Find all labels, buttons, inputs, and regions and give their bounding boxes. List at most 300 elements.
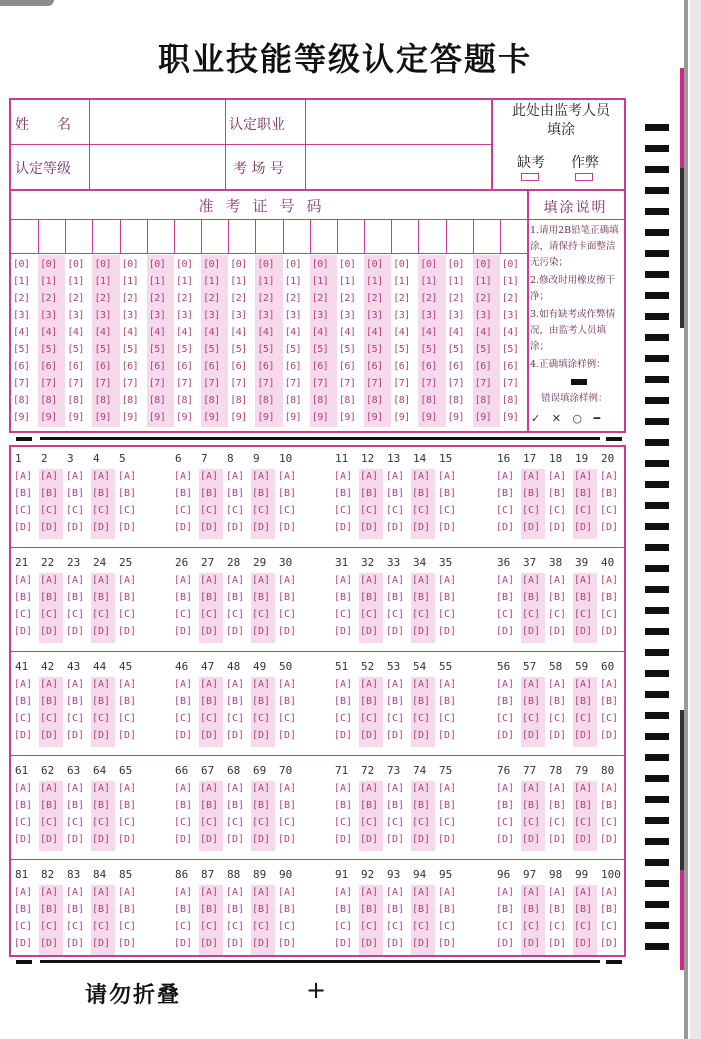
answer-option-bubble[interactable]: [D]: [574, 938, 593, 949]
answer-option-bubble[interactable]: [B]: [14, 592, 33, 603]
id-digit-bubble[interactable]: [2]: [474, 293, 492, 304]
answer-option-bubble[interactable]: [B]: [360, 800, 379, 811]
answer-option-bubble[interactable]: [C]: [438, 817, 457, 828]
answer-option-bubble[interactable]: [C]: [574, 713, 593, 724]
answer-option-bubble[interactable]: [C]: [66, 609, 85, 620]
answer-option-bubble[interactable]: [B]: [360, 696, 379, 707]
id-digit-bubble[interactable]: [6]: [94, 361, 112, 372]
id-digit-bubble[interactable]: [4]: [474, 327, 492, 338]
answer-option-bubble[interactable]: [B]: [118, 800, 137, 811]
answer-option-bubble[interactable]: [A]: [226, 575, 245, 586]
answer-option-bubble[interactable]: [D]: [14, 730, 33, 741]
answer-option-bubble[interactable]: [C]: [360, 713, 379, 724]
answer-option-bubble[interactable]: [C]: [522, 713, 541, 724]
id-digit-bubble[interactable]: [2]: [420, 293, 437, 304]
answer-option-bubble[interactable]: [C]: [548, 713, 567, 724]
id-digit-bubble[interactable]: [4]: [447, 327, 465, 338]
answer-option-bubble[interactable]: [D]: [360, 834, 379, 845]
answer-option-bubble[interactable]: [C]: [226, 921, 245, 932]
answer-option-bubble[interactable]: [D]: [252, 730, 271, 741]
id-digit-bubble[interactable]: [3]: [121, 310, 139, 321]
id-digit-bubble[interactable]: [2]: [311, 293, 329, 304]
answer-option-bubble[interactable]: [B]: [66, 696, 85, 707]
answer-option-bubble[interactable]: [D]: [496, 730, 515, 741]
answer-option-bubble[interactable]: [D]: [278, 522, 297, 533]
answer-option-bubble[interactable]: [C]: [252, 921, 271, 932]
answer-option-bubble[interactable]: [A]: [360, 679, 379, 690]
answer-option-bubble[interactable]: [A]: [522, 679, 541, 690]
answer-option-bubble[interactable]: [B]: [522, 592, 541, 603]
answer-option-bubble[interactable]: [B]: [522, 904, 541, 915]
answer-option-bubble[interactable]: [C]: [14, 609, 33, 620]
id-digit-bubble[interactable]: [8]: [40, 395, 57, 406]
answer-option-bubble[interactable]: [A]: [438, 679, 457, 690]
answer-option-bubble[interactable]: [C]: [496, 713, 515, 724]
answer-option-bubble[interactable]: [C]: [40, 505, 59, 516]
answer-option-bubble[interactable]: [A]: [548, 679, 567, 690]
answer-option-bubble[interactable]: [B]: [200, 800, 219, 811]
answer-option-bubble[interactable]: [B]: [386, 592, 405, 603]
answer-option-bubble[interactable]: [A]: [174, 887, 193, 898]
id-digit-bubble[interactable]: [3]: [420, 310, 437, 321]
answer-option-bubble[interactable]: [C]: [360, 921, 379, 932]
answer-option-bubble[interactable]: [A]: [574, 471, 593, 482]
id-digit-bubble[interactable]: [0]: [40, 259, 57, 270]
answer-option-bubble[interactable]: [D]: [252, 522, 271, 533]
answer-option-bubble[interactable]: [C]: [522, 921, 541, 932]
id-digit-bubble[interactable]: [3]: [67, 310, 84, 321]
answer-option-bubble[interactable]: [A]: [226, 887, 245, 898]
answer-option-bubble[interactable]: [D]: [386, 626, 405, 637]
answer-option-bubble[interactable]: [D]: [548, 522, 567, 533]
answer-option-bubble[interactable]: [A]: [40, 679, 59, 690]
answer-option-bubble[interactable]: [A]: [360, 887, 379, 898]
answer-option-bubble[interactable]: [B]: [200, 592, 219, 603]
answer-option-bubble[interactable]: [D]: [412, 626, 431, 637]
answer-option-bubble[interactable]: [B]: [174, 800, 193, 811]
id-digit-bubble[interactable]: [5]: [447, 344, 465, 355]
answer-option-bubble[interactable]: [C]: [226, 505, 245, 516]
answer-option-bubble[interactable]: [B]: [438, 800, 457, 811]
answer-option-bubble[interactable]: [D]: [438, 730, 457, 741]
id-digit-bubble[interactable]: [1]: [175, 276, 193, 287]
answer-option-bubble[interactable]: [B]: [548, 488, 567, 499]
answer-option-bubble[interactable]: [C]: [548, 921, 567, 932]
answer-option-bubble[interactable]: [D]: [522, 730, 541, 741]
id-digit-bubble[interactable]: [5]: [420, 344, 437, 355]
answer-option-bubble[interactable]: [A]: [334, 887, 353, 898]
answer-option-bubble[interactable]: [C]: [522, 609, 541, 620]
answer-option-bubble[interactable]: [B]: [386, 696, 405, 707]
id-digit-bubble[interactable]: [1]: [420, 276, 437, 287]
answer-option-bubble[interactable]: [D]: [92, 522, 111, 533]
id-digit-bubble[interactable]: [5]: [501, 344, 519, 355]
answer-option-bubble[interactable]: [D]: [386, 938, 405, 949]
answer-option-bubble[interactable]: [C]: [174, 505, 193, 516]
id-digit-bubble[interactable]: [9]: [393, 412, 410, 423]
answer-option-bubble[interactable]: [D]: [334, 834, 353, 845]
answer-option-bubble[interactable]: [B]: [496, 696, 515, 707]
id-digit-bubble[interactable]: [8]: [366, 395, 383, 406]
id-digit-bubble[interactable]: [4]: [121, 327, 139, 338]
id-digit-bubble[interactable]: [6]: [67, 361, 84, 372]
id-digit-bubble[interactable]: [2]: [121, 293, 139, 304]
id-digit-bubble[interactable]: [4]: [257, 327, 274, 338]
answer-option-bubble[interactable]: [C]: [278, 713, 297, 724]
answer-option-bubble[interactable]: [A]: [496, 471, 515, 482]
answer-option-bubble[interactable]: [B]: [92, 904, 111, 915]
answer-option-bubble[interactable]: [B]: [412, 904, 431, 915]
answer-option-bubble[interactable]: [D]: [496, 626, 515, 637]
id-digit-bubble[interactable]: [9]: [13, 412, 30, 423]
id-digit-bubble[interactable]: [7]: [148, 378, 166, 389]
id-digit-bubble[interactable]: [8]: [284, 395, 302, 406]
answer-option-bubble[interactable]: [C]: [200, 921, 219, 932]
answer-option-bubble[interactable]: [A]: [278, 679, 297, 690]
id-digit-bubble[interactable]: [7]: [121, 378, 139, 389]
answer-option-bubble[interactable]: [B]: [548, 800, 567, 811]
answer-option-bubble[interactable]: [B]: [40, 592, 59, 603]
answer-option-bubble[interactable]: [A]: [496, 887, 515, 898]
answer-option-bubble[interactable]: [A]: [360, 575, 379, 586]
id-digit-bubble[interactable]: [8]: [257, 395, 274, 406]
answer-option-bubble[interactable]: [B]: [174, 696, 193, 707]
answer-option-bubble[interactable]: [C]: [40, 817, 59, 828]
id-digit-bubble[interactable]: [5]: [13, 344, 30, 355]
answer-option-bubble[interactable]: [C]: [412, 505, 431, 516]
answer-option-bubble[interactable]: [D]: [574, 730, 593, 741]
id-digit-bubble[interactable]: [1]: [338, 276, 356, 287]
answer-option-bubble[interactable]: [C]: [66, 713, 85, 724]
answer-option-bubble[interactable]: [B]: [200, 488, 219, 499]
answer-option-bubble[interactable]: [C]: [386, 817, 405, 828]
id-digit-bubble[interactable]: [0]: [67, 259, 84, 270]
answer-option-bubble[interactable]: [A]: [386, 575, 405, 586]
id-digit-bubble[interactable]: [5]: [40, 344, 57, 355]
answer-option-bubble[interactable]: [B]: [92, 592, 111, 603]
absent-bubble[interactable]: [521, 173, 539, 181]
answer-option-bubble[interactable]: [A]: [200, 471, 219, 482]
answer-option-bubble[interactable]: [C]: [360, 505, 379, 516]
id-digit-bubble[interactable]: [2]: [94, 293, 112, 304]
answer-option-bubble[interactable]: [A]: [118, 887, 137, 898]
id-digit-bubble[interactable]: [0]: [13, 259, 30, 270]
answer-option-bubble[interactable]: [B]: [386, 488, 405, 499]
id-digit-bubble[interactable]: [0]: [121, 259, 139, 270]
id-digit-bubble[interactable]: [8]: [447, 395, 465, 406]
answer-option-bubble[interactable]: [C]: [174, 921, 193, 932]
id-digit-bubble[interactable]: [5]: [121, 344, 139, 355]
answer-option-bubble[interactable]: [B]: [574, 696, 593, 707]
answer-option-bubble[interactable]: [B]: [386, 800, 405, 811]
answer-option-bubble[interactable]: [B]: [252, 696, 271, 707]
answer-option-bubble[interactable]: [B]: [496, 800, 515, 811]
answer-option-bubble[interactable]: [A]: [278, 575, 297, 586]
answer-option-bubble[interactable]: [A]: [548, 783, 567, 794]
answer-option-bubble[interactable]: [B]: [278, 592, 297, 603]
id-digit-bubble[interactable]: [7]: [501, 378, 519, 389]
answer-option-bubble[interactable]: [A]: [40, 575, 59, 586]
id-digit-bubble[interactable]: [6]: [121, 361, 139, 372]
answer-option-bubble[interactable]: [A]: [92, 679, 111, 690]
id-digit-bubble[interactable]: [2]: [203, 293, 220, 304]
answer-option-bubble[interactable]: [D]: [386, 730, 405, 741]
answer-option-bubble[interactable]: [D]: [574, 834, 593, 845]
answer-option-bubble[interactable]: [C]: [66, 921, 85, 932]
id-digit-bubble[interactable]: [1]: [501, 276, 519, 287]
answer-option-bubble[interactable]: [D]: [386, 522, 405, 533]
id-digit-bubble[interactable]: [9]: [447, 412, 465, 423]
id-digit-bubble[interactable]: [5]: [175, 344, 193, 355]
id-digit-bubble[interactable]: [1]: [67, 276, 84, 287]
answer-option-bubble[interactable]: [D]: [548, 834, 567, 845]
id-digit-bubble[interactable]: [9]: [420, 412, 437, 423]
answer-option-bubble[interactable]: [B]: [496, 488, 515, 499]
answer-option-bubble[interactable]: [D]: [92, 938, 111, 949]
id-digit-bubble[interactable]: [7]: [284, 378, 302, 389]
answer-option-bubble[interactable]: [C]: [600, 609, 619, 620]
answer-option-bubble[interactable]: [D]: [334, 626, 353, 637]
answer-option-bubble[interactable]: [C]: [92, 817, 111, 828]
id-digit-bubble[interactable]: [7]: [474, 378, 492, 389]
answer-option-bubble[interactable]: [D]: [574, 626, 593, 637]
answer-option-bubble[interactable]: [A]: [118, 575, 137, 586]
answer-option-bubble[interactable]: [C]: [438, 609, 457, 620]
answer-option-bubble[interactable]: [A]: [200, 679, 219, 690]
answer-option-bubble[interactable]: [D]: [252, 626, 271, 637]
id-digit-bubble[interactable]: [3]: [175, 310, 193, 321]
answer-option-bubble[interactable]: [C]: [548, 817, 567, 828]
id-digit-bubble[interactable]: [2]: [447, 293, 465, 304]
answer-option-bubble[interactable]: [B]: [600, 904, 619, 915]
answer-option-bubble[interactable]: [D]: [200, 626, 219, 637]
id-digit-bubble[interactable]: [0]: [284, 259, 302, 270]
answer-option-bubble[interactable]: [A]: [548, 887, 567, 898]
id-digit-bubble[interactable]: [7]: [67, 378, 84, 389]
answer-option-bubble[interactable]: [A]: [14, 783, 33, 794]
id-digit-bubble[interactable]: [6]: [501, 361, 519, 372]
answer-option-bubble[interactable]: [A]: [600, 471, 619, 482]
answer-option-bubble[interactable]: [C]: [14, 817, 33, 828]
answer-option-bubble[interactable]: [B]: [66, 488, 85, 499]
id-digit-bubble[interactable]: [5]: [393, 344, 410, 355]
answer-option-bubble[interactable]: [A]: [14, 679, 33, 690]
answer-option-bubble[interactable]: [B]: [174, 904, 193, 915]
id-digit-bubble[interactable]: [3]: [40, 310, 57, 321]
answer-option-bubble[interactable]: [B]: [334, 592, 353, 603]
answer-option-bubble[interactable]: [A]: [226, 471, 245, 482]
answer-option-bubble[interactable]: [B]: [40, 696, 59, 707]
id-digit-bubble[interactable]: [4]: [393, 327, 410, 338]
answer-option-bubble[interactable]: [B]: [600, 696, 619, 707]
id-digit-bubble[interactable]: [1]: [393, 276, 410, 287]
answer-option-bubble[interactable]: [B]: [226, 904, 245, 915]
answer-option-bubble[interactable]: [C]: [574, 505, 593, 516]
id-digit-bubble[interactable]: [4]: [67, 327, 84, 338]
id-digit-bubble[interactable]: [3]: [284, 310, 302, 321]
answer-option-bubble[interactable]: [A]: [574, 887, 593, 898]
answer-option-bubble[interactable]: [B]: [600, 488, 619, 499]
id-digit-bubble[interactable]: [4]: [311, 327, 329, 338]
id-digit-bubble[interactable]: [6]: [420, 361, 437, 372]
answer-option-bubble[interactable]: [D]: [92, 730, 111, 741]
answer-option-bubble[interactable]: [D]: [438, 834, 457, 845]
id-digit-bubble[interactable]: [0]: [148, 259, 166, 270]
id-digit-bubble[interactable]: [0]: [175, 259, 193, 270]
answer-option-bubble[interactable]: [A]: [438, 887, 457, 898]
id-digit-bubble[interactable]: [2]: [257, 293, 274, 304]
id-digit-bubble[interactable]: [2]: [393, 293, 410, 304]
id-digit-bubble[interactable]: [2]: [13, 293, 30, 304]
answer-option-bubble[interactable]: [D]: [412, 938, 431, 949]
answer-option-bubble[interactable]: [A]: [92, 887, 111, 898]
answer-option-bubble[interactable]: [B]: [278, 904, 297, 915]
id-digit-bubble[interactable]: [6]: [284, 361, 302, 372]
id-digit-bubble[interactable]: [5]: [148, 344, 166, 355]
id-digit-bubble[interactable]: [9]: [257, 412, 274, 423]
id-digit-bubble[interactable]: [8]: [67, 395, 84, 406]
id-digit-bubble[interactable]: [2]: [230, 293, 247, 304]
answer-option-bubble[interactable]: [A]: [278, 887, 297, 898]
id-digit-bubble[interactable]: [7]: [40, 378, 57, 389]
id-digit-bubble[interactable]: [5]: [338, 344, 356, 355]
answer-option-bubble[interactable]: [D]: [40, 626, 59, 637]
id-digit-bubble[interactable]: [6]: [13, 361, 30, 372]
id-digit-bubble[interactable]: [5]: [203, 344, 220, 355]
id-digit-bubble[interactable]: [2]: [175, 293, 193, 304]
answer-option-bubble[interactable]: [B]: [574, 904, 593, 915]
answer-option-bubble[interactable]: [A]: [334, 471, 353, 482]
answer-option-bubble[interactable]: [B]: [40, 904, 59, 915]
answer-option-bubble[interactable]: [C]: [600, 817, 619, 828]
answer-option-bubble[interactable]: [B]: [92, 800, 111, 811]
answer-option-bubble[interactable]: [A]: [522, 575, 541, 586]
answer-option-bubble[interactable]: [C]: [496, 817, 515, 828]
answer-option-bubble[interactable]: [B]: [278, 696, 297, 707]
id-digit-bubble[interactable]: [1]: [148, 276, 166, 287]
answer-option-bubble[interactable]: [D]: [412, 834, 431, 845]
answer-option-bubble[interactable]: [B]: [118, 488, 137, 499]
id-digit-bubble[interactable]: [4]: [338, 327, 356, 338]
id-digit-bubble[interactable]: [9]: [94, 412, 112, 423]
answer-option-bubble[interactable]: [C]: [548, 609, 567, 620]
answer-option-bubble[interactable]: [A]: [40, 887, 59, 898]
answer-option-bubble[interactable]: [D]: [66, 730, 85, 741]
answer-option-bubble[interactable]: [D]: [118, 730, 137, 741]
answer-option-bubble[interactable]: [C]: [412, 817, 431, 828]
answer-option-bubble[interactable]: [B]: [40, 488, 59, 499]
answer-option-bubble[interactable]: [A]: [252, 887, 271, 898]
id-digit-bubble[interactable]: [3]: [338, 310, 356, 321]
answer-option-bubble[interactable]: [A]: [386, 783, 405, 794]
answer-option-bubble[interactable]: [A]: [66, 783, 85, 794]
answer-option-bubble[interactable]: [D]: [278, 626, 297, 637]
answer-option-bubble[interactable]: [D]: [522, 834, 541, 845]
answer-option-bubble[interactable]: [C]: [600, 713, 619, 724]
answer-option-bubble[interactable]: [C]: [66, 817, 85, 828]
answer-option-bubble[interactable]: [D]: [438, 522, 457, 533]
answer-option-bubble[interactable]: [B]: [66, 800, 85, 811]
id-digit-bubble[interactable]: [5]: [67, 344, 84, 355]
answer-option-bubble[interactable]: [B]: [118, 592, 137, 603]
answer-option-bubble[interactable]: [A]: [14, 471, 33, 482]
answer-option-bubble[interactable]: [C]: [334, 505, 353, 516]
answer-option-bubble[interactable]: [D]: [14, 834, 33, 845]
id-digit-bubble[interactable]: [1]: [230, 276, 247, 287]
answer-option-bubble[interactable]: [D]: [496, 834, 515, 845]
answer-option-bubble[interactable]: [C]: [200, 817, 219, 828]
answer-option-bubble[interactable]: [B]: [548, 696, 567, 707]
answer-option-bubble[interactable]: [B]: [600, 592, 619, 603]
id-digit-bubble[interactable]: [3]: [474, 310, 492, 321]
id-digit-bubble[interactable]: [4]: [203, 327, 220, 338]
answer-option-bubble[interactable]: [A]: [278, 471, 297, 482]
id-digit-bubble[interactable]: [0]: [420, 259, 437, 270]
answer-option-bubble[interactable]: [A]: [174, 471, 193, 482]
answer-option-bubble[interactable]: [D]: [600, 834, 619, 845]
answer-option-bubble[interactable]: [C]: [386, 921, 405, 932]
answer-option-bubble[interactable]: [B]: [92, 488, 111, 499]
answer-option-bubble[interactable]: [A]: [40, 783, 59, 794]
answer-option-bubble[interactable]: [B]: [200, 696, 219, 707]
answer-option-bubble[interactable]: [D]: [522, 626, 541, 637]
answer-option-bubble[interactable]: [D]: [334, 730, 353, 741]
answer-option-bubble[interactable]: [D]: [438, 626, 457, 637]
id-digit-bubble[interactable]: [9]: [40, 412, 57, 423]
answer-option-bubble[interactable]: [D]: [600, 522, 619, 533]
answer-option-bubble[interactable]: [C]: [226, 609, 245, 620]
answer-option-bubble[interactable]: [A]: [66, 471, 85, 482]
answer-option-bubble[interactable]: [C]: [92, 505, 111, 516]
answer-option-bubble[interactable]: [D]: [40, 938, 59, 949]
id-digit-bubble[interactable]: [4]: [501, 327, 519, 338]
id-digit-bubble[interactable]: [0]: [203, 259, 220, 270]
answer-option-bubble[interactable]: [A]: [174, 679, 193, 690]
answer-option-bubble[interactable]: [C]: [412, 713, 431, 724]
answer-option-bubble[interactable]: [A]: [252, 575, 271, 586]
answer-option-bubble[interactable]: [B]: [360, 488, 379, 499]
answer-option-bubble[interactable]: [A]: [386, 679, 405, 690]
id-digit-bubble[interactable]: [8]: [13, 395, 30, 406]
answer-option-bubble[interactable]: [C]: [334, 609, 353, 620]
id-digit-bubble[interactable]: [3]: [94, 310, 112, 321]
id-digit-bubble[interactable]: [9]: [175, 412, 193, 423]
answer-option-bubble[interactable]: [C]: [14, 713, 33, 724]
answer-option-bubble[interactable]: [D]: [278, 834, 297, 845]
id-digit-bubble[interactable]: [4]: [366, 327, 383, 338]
id-digit-bubble[interactable]: [3]: [257, 310, 274, 321]
answer-option-bubble[interactable]: [A]: [92, 783, 111, 794]
id-digit-bubble[interactable]: [6]: [230, 361, 247, 372]
answer-option-bubble[interactable]: [D]: [226, 730, 245, 741]
id-digit-bubble[interactable]: [6]: [40, 361, 57, 372]
answer-option-bubble[interactable]: [A]: [574, 679, 593, 690]
answer-option-bubble[interactable]: [B]: [334, 488, 353, 499]
answer-option-bubble[interactable]: [C]: [386, 505, 405, 516]
answer-option-bubble[interactable]: [A]: [438, 783, 457, 794]
id-digit-bubble[interactable]: [7]: [257, 378, 274, 389]
answer-option-bubble[interactable]: [B]: [412, 696, 431, 707]
answer-option-bubble[interactable]: [C]: [200, 609, 219, 620]
answer-option-bubble[interactable]: [A]: [412, 887, 431, 898]
answer-option-bubble[interactable]: [D]: [360, 626, 379, 637]
answer-option-bubble[interactable]: [B]: [92, 696, 111, 707]
id-digit-bubble[interactable]: [7]: [175, 378, 193, 389]
id-digit-bubble[interactable]: [2]: [148, 293, 166, 304]
id-digit-bubble[interactable]: [2]: [501, 293, 519, 304]
id-digit-bubble[interactable]: [5]: [284, 344, 302, 355]
answer-option-bubble[interactable]: [D]: [522, 522, 541, 533]
